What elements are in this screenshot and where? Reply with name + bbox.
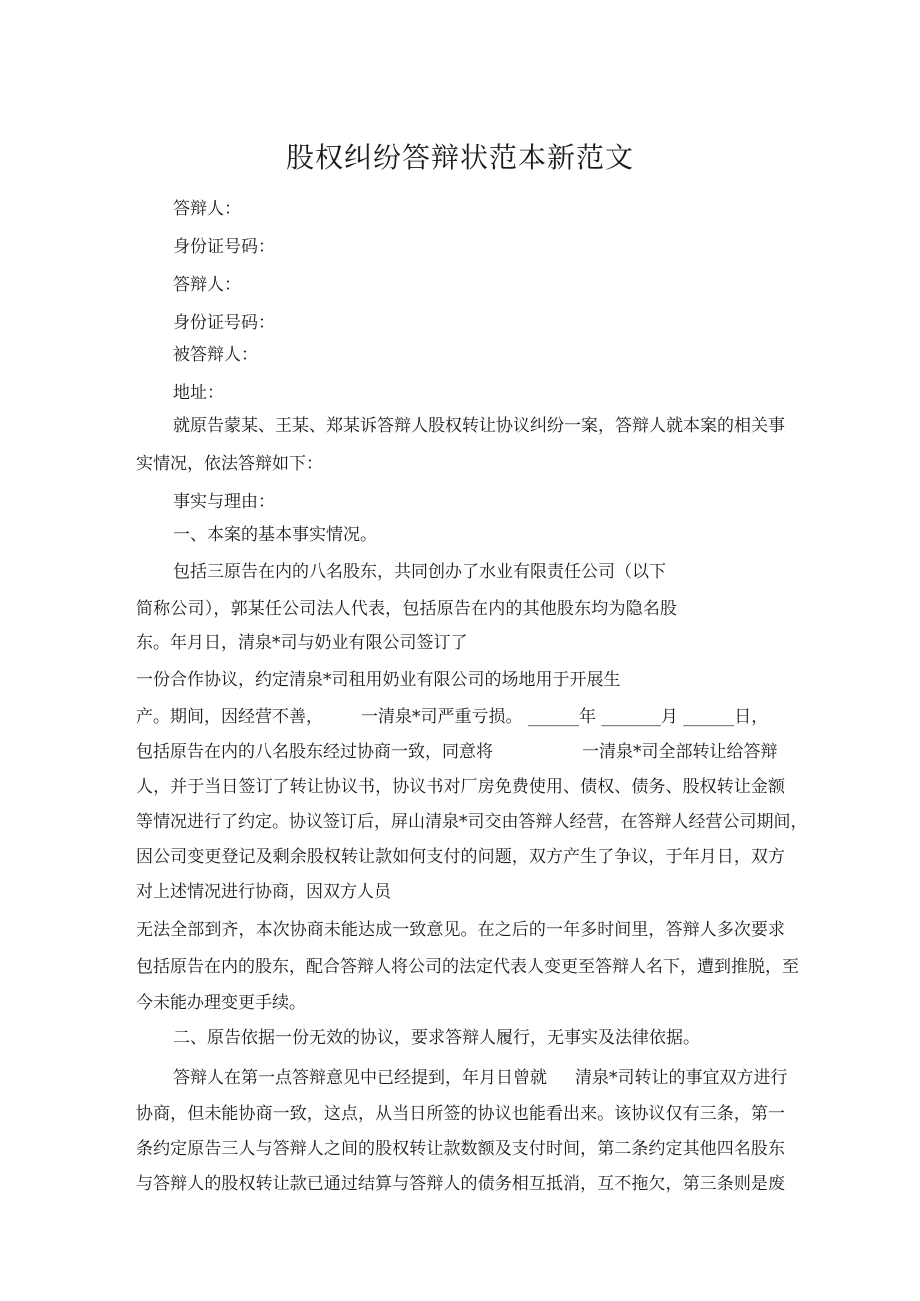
paragraph-line: 与答辩人的股权转让款已通过结算与答辩人的债务相互抵消，互不拖欠，第三条则是废 bbox=[136, 1174, 785, 1194]
paragraph-line: 人，并于当日签订了转让协议书，协议书对厂房免费使用、债权、债务、股权转让金额 bbox=[136, 777, 785, 797]
paragraph-line: 协商，但未能协商一致，这点，从当日所签的协议也能看出来。该协议仅有三条，第一 bbox=[136, 1104, 785, 1124]
plaintiff-label: 被答辩人： bbox=[173, 345, 258, 365]
paragraph-line: 就原告蒙某、王某、郑某诉答辩人股权转让协议纠纷一案，答辩人就本案的相关事 bbox=[173, 416, 785, 436]
paragraph-line: 包括原告在内的股东，配合答辩人将公司的法定代表人变更至答辩人名下，遭到推脱，至 bbox=[136, 957, 799, 977]
paragraph-line: 包括原告在内的八名股东经过协商一致，同意将 bbox=[136, 742, 493, 762]
document-title: 股权纠纷答辩状范本新范文 bbox=[285, 141, 634, 174]
id-number-1-label: 身份证号码： bbox=[173, 237, 275, 257]
paragraph-line: 一份合作协议，约定清泉*司租用奶业有限公司的场地用于开展生 bbox=[136, 670, 621, 690]
paragraph-line: 答辩人在第一点答辩意见中已经提到，年月日曾就 bbox=[173, 1068, 547, 1088]
paragraph-line: 一清泉*司严重亏损。 bbox=[361, 707, 523, 727]
paragraph-line: 实情况，依法答辩如下： bbox=[136, 454, 323, 474]
id-number-2-label: 身份证号码： bbox=[173, 313, 275, 333]
paragraph-line: 对上述情况进行协商，因双方人员 bbox=[136, 882, 391, 902]
paragraph-line: 包括三原告在内的八名股东，共同创办了水业有限责任公司（以下 bbox=[173, 562, 666, 582]
date-blank: ______年 _______月 ______日， bbox=[528, 707, 769, 727]
paragraph-line: 产。期间，因经营不善， bbox=[136, 707, 323, 727]
respondent-1-label: 答辩人： bbox=[173, 199, 241, 219]
paragraph-line: 无法全部到齐，本次协商未能达成一致意见。在之后的一年多时间里，答辩人多次要求 bbox=[136, 920, 785, 940]
section-heading: 一、本案的基本事实情况。 bbox=[173, 525, 377, 545]
paragraph-line: 今未能办理变更手续。 bbox=[136, 993, 306, 1013]
paragraph-line: 东。年月日，清泉*司与奶业有限公司签订了 bbox=[136, 633, 468, 653]
paragraph-line: 一清泉*司全部转让给答辩 bbox=[582, 742, 778, 762]
section-heading: 事实与理由： bbox=[173, 492, 275, 512]
section-heading: 二、原告依据一份无效的协议，要求答辩人履行，无事实及法律依据。 bbox=[173, 1028, 700, 1048]
paragraph-line: 条约定原告三人与答辩人之间的股权转让款数额及支付时间，第二条约定其他四名股东 bbox=[136, 1139, 785, 1159]
address-label: 地址： bbox=[173, 383, 224, 403]
paragraph-line: 因公司变更登记及剩余股权转让款如何支付的问题，双方产生了争议，于年月日，双方 bbox=[136, 847, 785, 867]
paragraph-line: 清泉*司转让的事宜双方进行 bbox=[575, 1068, 788, 1088]
respondent-2-label: 答辩人： bbox=[173, 275, 241, 295]
paragraph-line: 等情况进行了约定。协议签订后，屏山清泉*司交由答辩人经营，在答辩人经营公司期间， bbox=[136, 812, 808, 832]
paragraph-line: 简称公司），郭某任公司法人代表，包括原告在内的其他股东均为隐名股 bbox=[136, 599, 677, 619]
